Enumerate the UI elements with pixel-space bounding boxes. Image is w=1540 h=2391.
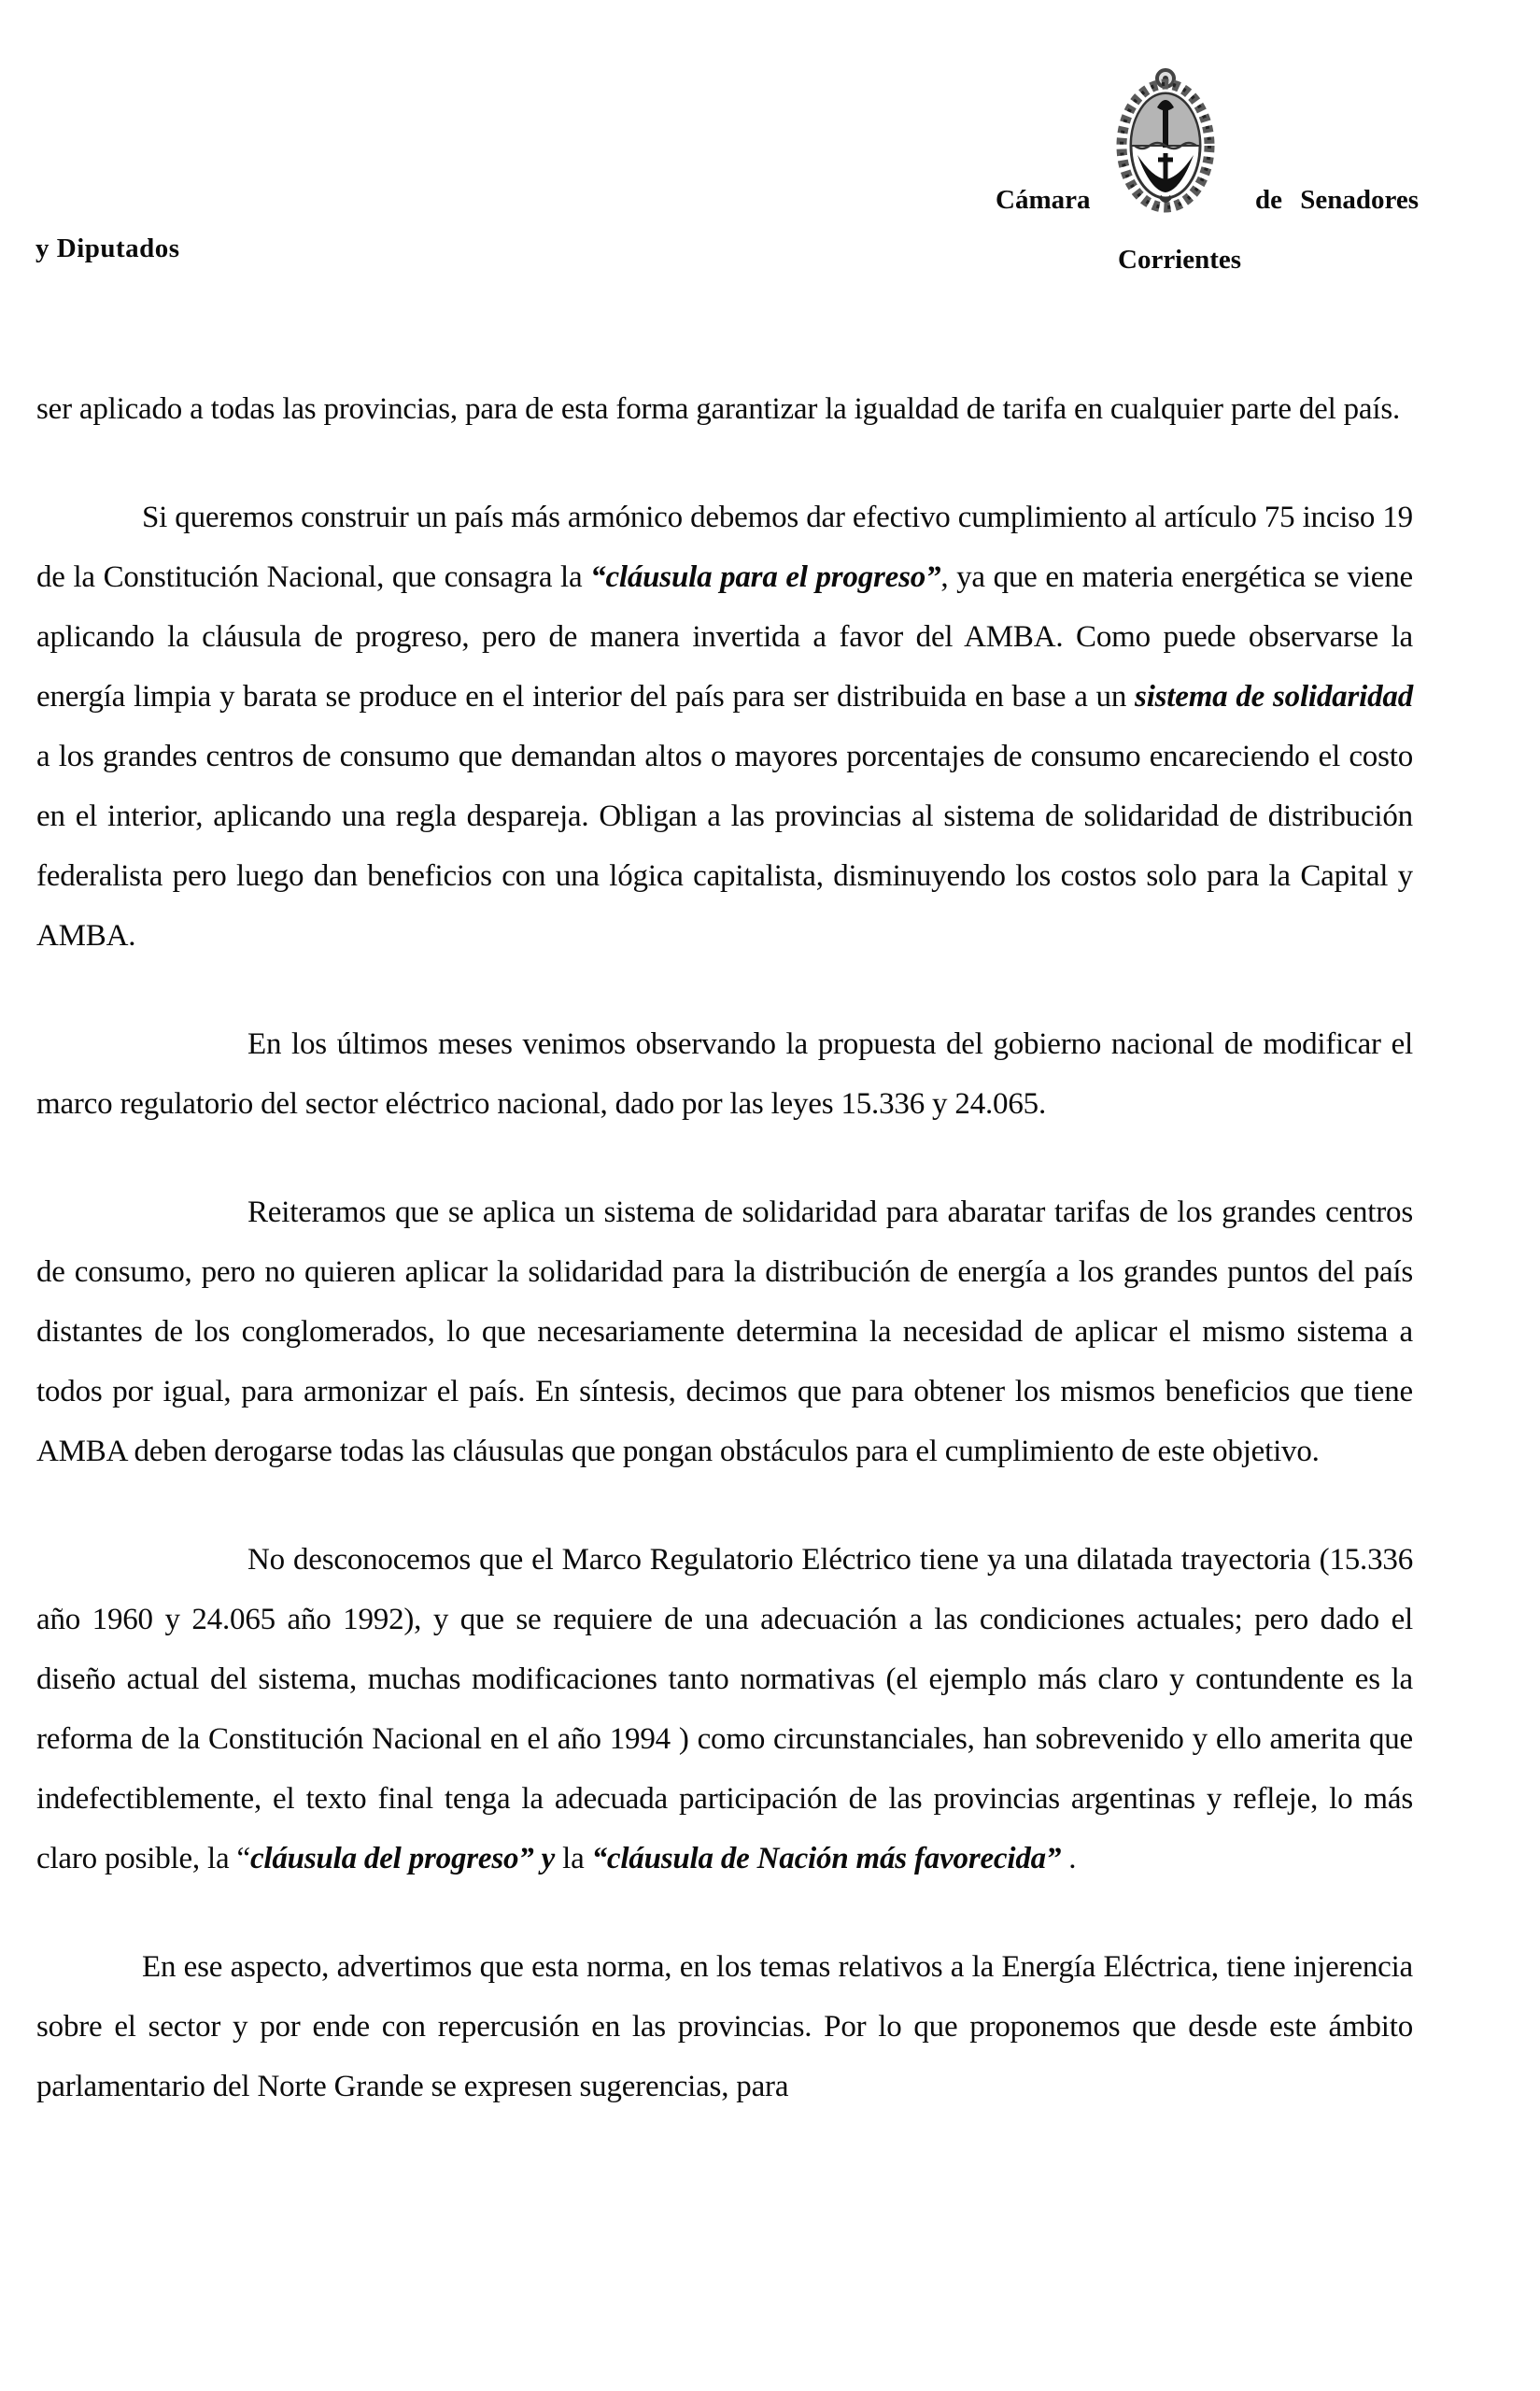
letterhead-province: Corrientes xyxy=(1118,245,1242,275)
letterhead-chamber-left: Cámara xyxy=(996,185,1091,215)
body-text: Reiteramos que se aplica un sistema de solidaridad para abaratar tarifas de los grandes centros de consumo, pero no quieren aplicar la solidaridad para la distribución de energía a los grandes puntos del país distantes de los conglomerados, lo que necesariamente determina la necesidad de aplicar el mismo sistema a todos por igual, para armonizar el país. En síntesis, decimos que para obtener los mismos beneficios que tiene AMBA deben derogarse todas las cláusulas que pongan obstáculos para el cumplimiento de este objetivo. xyxy=(36,1196,1413,1468)
emphasis-text: sistema de solidaridad xyxy=(1135,680,1413,714)
letterhead-chamber-right: de Senadores xyxy=(1255,185,1420,215)
body-text: la xyxy=(555,1842,592,1875)
body-text: “ xyxy=(236,1842,250,1875)
body-text: En los últimos meses venimos observando la propuesta del gobierno nacional de modificar el marco regulatorio del sector eléctrico nacional, dado por las leyes 15.336 y 24.065. xyxy=(36,1027,1413,1121)
body-text: En ese aspecto, advertimos que esta norma, en los temas relativos a la Energía Eléctrica, tiene injerencia sobre el sector y por ende con repercusión en las provincias. Por lo que proponemos que desde este ámbito parlamentario del Norte Grande se expresen sugerencias, para xyxy=(36,1950,1413,2103)
paragraph-1 xyxy=(36,379,1413,439)
document-body xyxy=(36,379,1413,2165)
letterhead-left-text: y Diputados xyxy=(35,233,180,263)
body-text: a los grandes centros de consumo que demandan altos o mayores porcentajes de consumo encareciendo el costo en el interior, aplicando una regla despareja. Obligan a las provincias al sistema de solidaridad de distribución federalista pero luego dan beneficios con una lógica capitalista, disminuyendo los costos solo para la Capital y AMBA. xyxy=(36,740,1413,953)
body-text: ser aplicado a todas las provincias, para de esta forma garantizar la igualdad de tarifa en cualquier parte del país. xyxy=(36,392,1401,426)
body-text: Si queremos construir un país más armónico debemos dar efectivo cumplimiento al artículo 75 inciso 19 de la Constitución Nacional, que consagra la xyxy=(36,501,1413,594)
body-text: , ya que en materia energética se viene aplicando la cláusula de progreso, pero de manera invertida a favor del AMBA. Como puede observarse la energía limpia y barata se produce en el interior del país para ser distribuida en base a un xyxy=(36,560,1414,714)
paragraph-4 xyxy=(36,1182,1413,1481)
paragraph-6 xyxy=(36,1937,1413,2116)
paragraph-2 xyxy=(36,488,1413,966)
paragraph-5 xyxy=(36,1530,1413,1889)
body-text: . xyxy=(1061,1842,1077,1875)
corrientes-coat-of-arms-icon xyxy=(1114,64,1217,213)
body-text: No desconocemos que el Marco Regulatorio Eléctrico tiene ya una dilatada trayectoria (15.336 año 1960 y 24.065 año 1992), y que se requiere de una adecuación a las condiciones actuales; pero dado el diseño actual del sistema, muchas modificaciones tanto normativas (el ejemplo más claro y contundente es la reforma de la Constitución Nacional en el año 1994 ) como circunstanciales, han sobrevenido y ello amerita que indefectiblemente, el texto final tenga la adecuada participación de las provincias argentinas y refleje, lo más claro posible, la xyxy=(36,1543,1413,1875)
paragraph-3 xyxy=(36,1014,1413,1134)
emphasis-text: cláusula del progreso” y xyxy=(249,1842,556,1875)
emphasis-text: “cláusula de Nación más favorecida” xyxy=(591,1842,1062,1875)
emphasis-text: “cláusula para el progreso” xyxy=(590,560,941,594)
